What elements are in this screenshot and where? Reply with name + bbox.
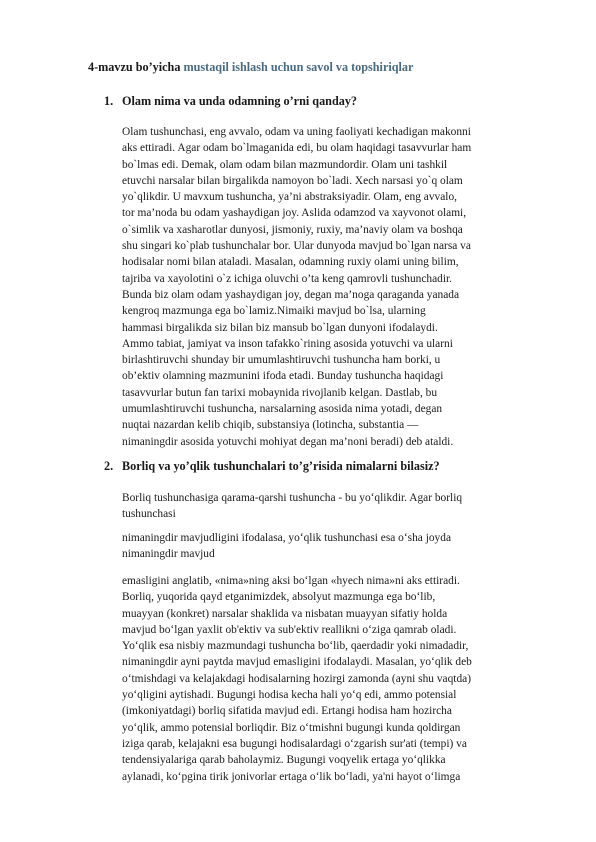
paragraph-line: Borliq tushunchasiga qarama-qarshi tushuncha - bu yo‘qlikdir. Agar borliq xyxy=(122,492,463,504)
paragraph-line: tasavvurlar butun fan tarixi mobaynida rivojlanib kelgan. Dastlab, bu xyxy=(122,386,438,399)
question-number: 1. xyxy=(104,94,114,108)
paragraph-line: yo‘qligini aytishadi. Bugungi hodisa kecha hali yo‘q edi, ammo potensial xyxy=(122,689,457,702)
paragraph-line: birlashtiruvchi shunday bir umumlashtiruvchi tushuncha ham borki, u xyxy=(122,354,441,367)
paragraph-line: Olam tushunchasi, eng avvalo, odam va uning faoliyati kechadigan makonni xyxy=(122,126,471,138)
paragraph-line: ob’ektiv olamning mazmunini ifoda etadi. Bunday tushuncha haqidagi xyxy=(122,370,444,383)
paragraph-line: aylanadi, ko‘pgina tirik jonivorlar ertaga o‘lik bo‘ladi, ya'ni hayot o‘limga xyxy=(122,770,461,783)
paragraph-line: aks ettiradi. Agar odam bo`lmaganida edi, bu olam haqidagi tasavvurlar ham xyxy=(122,142,472,155)
question-heading xyxy=(104,459,440,474)
paragraph-line: etuvchi narsalar bilan birgalikda namoyon bo`ladi. Xech narsasi yo`q olam xyxy=(122,174,463,187)
paragraph-line: nuqtai nazardan kelib chiqib, substansiya (lotincha, substantia — xyxy=(122,419,419,432)
paragraph-line: Bunda biz olam odam yashaydigan joy, degan ma’noga qaraganda yanada xyxy=(122,288,460,301)
paragraph-line: hammasi birgalikda siz bilan biz mansub bo`lgan dunyoni ifodalaydi. xyxy=(122,321,438,334)
question-title: Olam nima va unda odamning o’rni qanday? xyxy=(122,94,358,108)
paragraph-line: bo`lmas edi. Demak, olam odam bilan mazmundordir. Olam uni tashkil xyxy=(122,158,448,171)
paragraph-line: yo`qlikdir. U mavxum tushuncha, ya’ni abstraksiyadir. Olam, eng avvalo, xyxy=(122,191,458,204)
paragraph-line: nimaningdir asosida yotuvchi mohiyat degan ma’noni beradi) deb ataldi. xyxy=(122,435,454,448)
heading-prefix: 4-mavzu bo’yicha xyxy=(88,60,184,74)
paragraph-line: mavjud bo‘lgan yaxlit ob'ektiv va sub'ektiv reallikni o‘ziga qamrab oladi. xyxy=(122,623,457,636)
question-number: 2. xyxy=(104,459,114,473)
answer-paragraph xyxy=(122,124,562,450)
answer-paragraph xyxy=(122,573,562,785)
heading-accent: mustaqil ishlash uchun savol va topshiriqlar xyxy=(183,60,414,74)
paragraph-line: (imkoniyatdagi) borliq sifatida mavjud edi. Ertangi hodisa ham hozircha xyxy=(122,705,452,718)
paragraph-line: umumlashtiruvchi tushuncha, narsalarning asosida nima yotadi, degan xyxy=(122,403,443,416)
page-heading xyxy=(88,60,413,75)
paragraph-line: nimaningdir mavjudligini ifodalasa, yo‘qlik tushunchasi esa o‘sha joyda xyxy=(122,532,451,544)
answer-paragraph xyxy=(122,490,562,523)
paragraph-line: o`simlik va xasharotlar dunyosi, jismoniy, ruxiy, ma’naviy olam va boshqa xyxy=(122,223,463,236)
paragraph-line: iziga qarab, kelajakni esa bugungi hodisalardagi o‘zgarish sur'ati (tempi) va xyxy=(122,737,467,750)
paragraph-line: muayyan (konkret) narsalar shaklida va nisbatan muayyan sifatiy holda xyxy=(122,607,448,620)
paragraph-line: o‘tmishdagi va kelajakdagi hodisalarning hozirgi zamonda (ayni shu vaqtda) xyxy=(122,672,472,685)
paragraph-line: tushunchasi xyxy=(122,508,176,521)
paragraph-line: tendensiyalariga qarab baholaymiz. Bugungi voqyelik ertaga yo‘qlikka xyxy=(122,754,446,767)
paragraph-line: tor ma’noda bu odam yashaydigan joy. Aslida odamzod va xayvonot olami, xyxy=(122,207,467,220)
paragraph-line: kengroq mazmunga ega bo`lamiz.Nimaiki mavjud bo`lsa, ularning xyxy=(122,305,426,318)
answer-paragraph xyxy=(122,530,562,563)
paragraph-line: Ammo tabiat, jamiyat va inson tafakko`rining asosida yotuvchi va ularni xyxy=(122,337,453,350)
question-title: Borliq va yo’qlik tushunchalari to’g’risida nimalarni bilasiz? xyxy=(122,459,440,473)
paragraph-line: tajriba va xayolotini o`z ichiga oluvchi o’ta keng qamrovli tushunchadir. xyxy=(122,272,453,285)
paragraph-line: emasligini anglatib, «nima»ning aksi bo‘lgan «hyech nima»ni aks ettiradi. xyxy=(122,575,460,587)
paragraph-line: nimaningdir mavjud xyxy=(122,548,215,561)
paragraph-line: Yo‘qlik esa nisbiy mazmundagi tushuncha bo‘lib, qaerdadir yoki nimadadir, xyxy=(122,640,469,653)
question-heading xyxy=(104,94,357,109)
paragraph-line: shu singari ko`plab tushunchalar bor. Ular dunyoda mavjud bo`lgan narsa va xyxy=(122,240,471,253)
paragraph-line: yo‘qlik, ammo potensial borliqdir. Biz o‘tmishni bugungi kunda qoldirgan xyxy=(122,721,461,734)
paragraph-line: nimaningdir ayni paytda mavjud emasligini ifodalaydi. Masalan, yo‘qlik deb xyxy=(122,656,472,669)
paragraph-line: Borliq, yuqorida qayd etganimizdek, absolyut mazmunga ega bo‘lib, xyxy=(122,591,436,604)
paragraph-line: hodisalar nomi bilan ataladi. Masalan, odamning ruxiy olami uning bilim, xyxy=(122,256,459,269)
